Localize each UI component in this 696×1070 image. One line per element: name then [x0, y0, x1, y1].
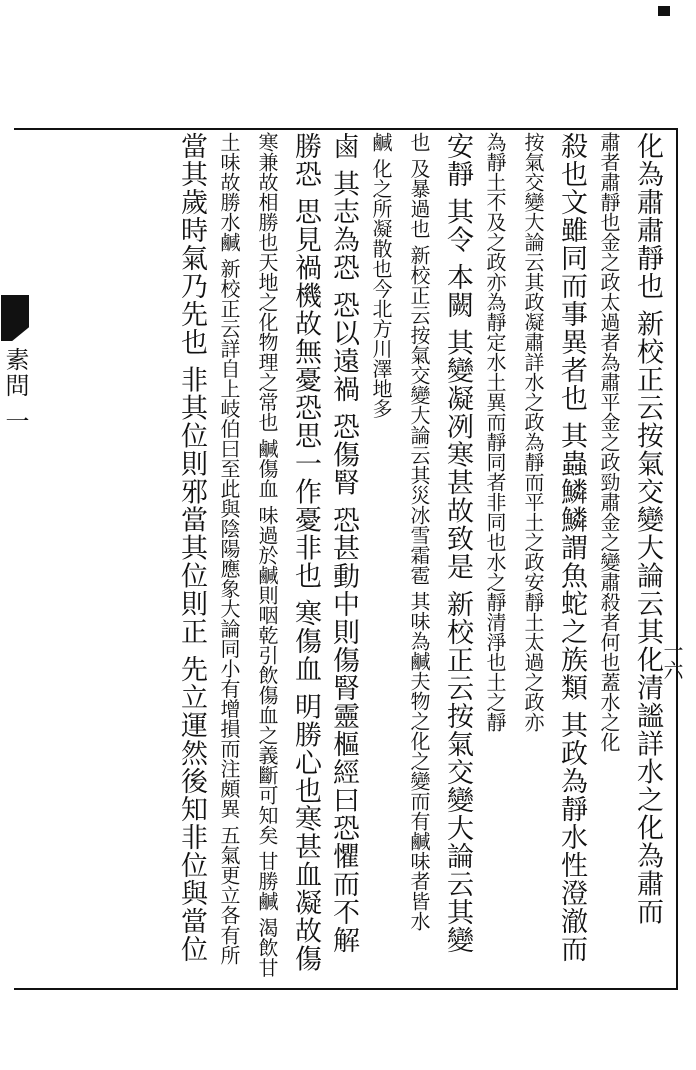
text-column-13: 當其歲時氣乃先也 非其位則邪當其位則正 先立運然後知非位與當位: [176, 132, 207, 964]
spine-margin: [0, 295, 30, 445]
text-column-6: 安靜 其令 本闕 其變凝冽寒甚故致是 新校正云按氣交變大論云其變: [442, 132, 473, 955]
printer-mark: [658, 6, 670, 16]
text-column-9: 鹵 其志為恐 恐以遠禍 恐傷腎 恐甚動中則傷腎靈樞經曰恐懼而不解: [328, 132, 359, 955]
text-column-5: 為靜土不及之政亦為靜定水土異而靜同者非同也水之靜清淨也土之靜: [483, 132, 507, 732]
spine-label: 素問 一: [1, 347, 29, 435]
text-column-2: 肅者肅靜也金之政太過者為肅平金之政勁肅金之變肅殺者何也蓋水之化: [597, 132, 621, 752]
text-column-1: 化為肅肅靜也 新校正云按氣交變大論云其化清謐詳水之化為肅而: [632, 132, 663, 926]
text-column-7: 也 及暴過也 新校正云按氣交變大論云其災冰雪霜雹 其味為鹹夫物之化之變而有鹹味者皆水: [407, 132, 431, 932]
text-column-12: 土味故勝水鹹 新校正云詳自上岐伯曰至此與陰陽應象大論同小有增損而注頗異 五氣更立各有所: [217, 132, 241, 965]
text-column-8: 鹹 化之所凝散也今北方川澤地多: [369, 132, 393, 419]
text-column-4: 按氣交變大論云其政凝肅詳水之政為靜而平土之政安靜土太過之政亦: [521, 132, 545, 732]
text-column-3: 殺也文雖同而事異者也 其蟲鱗鱗謂魚蛇之族類 其政為靜水性澄澈而: [556, 132, 587, 964]
fishtail-mark-icon: [1, 295, 29, 341]
page-number: 一六: [660, 640, 684, 680]
text-column-10: 勝恐 思見禍機故無憂恐思一作憂非也 寒傷血 明勝心也寒甚血凝故傷: [290, 132, 321, 973]
text-column-11: 寒兼故相勝也天地之化物理之常也 鹹傷血 味過於鹹則咽乾引飲傷血之義斷可知矣 甘勝鹹 渴飲甘: [255, 132, 279, 978]
text-columns: [46, 132, 666, 978]
